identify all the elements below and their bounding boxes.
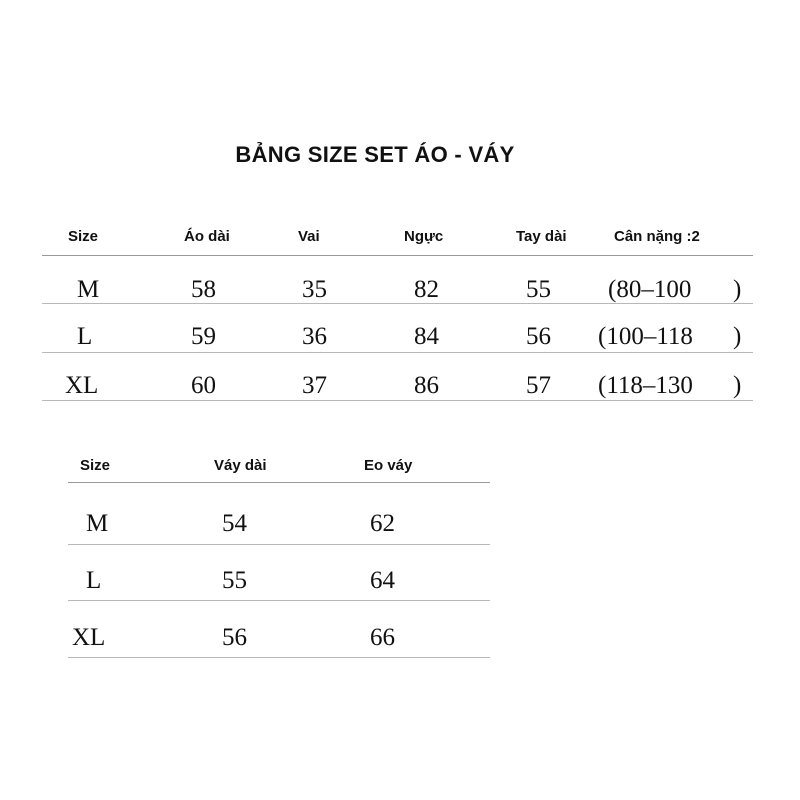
nguc-cell: 84 <box>414 323 439 350</box>
vay-dai-cell: 56 <box>222 624 247 651</box>
vay-dai-cell: 54 <box>222 510 247 537</box>
header-divider <box>68 482 490 483</box>
ao-dai-cell: 58 <box>191 276 216 303</box>
vai-cell: 35 <box>302 276 327 303</box>
row-divider <box>42 303 753 304</box>
size-cell: M <box>86 510 109 537</box>
can-nang-close-paren: ) <box>733 372 742 399</box>
can-nang-close-paren: ) <box>733 323 742 350</box>
tay-dai-cell: 57 <box>526 372 551 399</box>
size-cell: L <box>77 323 93 350</box>
can-nang-cell: (80–100 <box>608 276 692 303</box>
row-divider <box>42 352 753 353</box>
header-can-nang: Cân nặng :2 <box>614 228 700 245</box>
header-divider <box>42 255 753 256</box>
eo-vay-cell: 62 <box>370 510 395 537</box>
header-size: Size <box>80 457 111 474</box>
tay-dai-cell: 56 <box>526 323 551 350</box>
ao-dai-cell: 60 <box>191 372 216 399</box>
header-eo-vay: Eo váy <box>364 457 413 474</box>
page-title: BẢNG SIZE SET ÁO - VÁY <box>235 142 515 167</box>
header-size: Size <box>68 228 99 245</box>
nguc-cell: 82 <box>414 276 439 303</box>
can-nang-cell: (118–130 <box>598 372 693 399</box>
ao-dai-cell: 59 <box>191 323 216 350</box>
can-nang-close-paren: ) <box>733 276 742 303</box>
size-cell: XL <box>65 372 99 399</box>
vai-cell: 36 <box>302 323 327 350</box>
header-vai: Vai <box>298 228 320 245</box>
row-divider <box>68 544 490 545</box>
eo-vay-cell: 66 <box>370 624 395 651</box>
size-cell: L <box>86 567 102 594</box>
header-vay-dai: Váy dài <box>214 457 267 474</box>
row-divider <box>42 400 753 401</box>
eo-vay-cell: 64 <box>370 567 395 594</box>
header-tay-dai: Tay dài <box>516 228 567 245</box>
size-cell: XL <box>72 624 106 651</box>
vay-dai-cell: 55 <box>222 567 247 594</box>
header-ao-dai: Áo dài <box>184 228 230 245</box>
tay-dai-cell: 55 <box>526 276 551 303</box>
row-divider <box>68 657 490 658</box>
row-divider <box>68 600 490 601</box>
can-nang-cell: (100–118 <box>598 323 693 350</box>
header-nguc: Ngực <box>404 228 444 245</box>
nguc-cell: 86 <box>414 372 439 399</box>
vai-cell: 37 <box>302 372 327 399</box>
size-cell: M <box>77 276 100 303</box>
